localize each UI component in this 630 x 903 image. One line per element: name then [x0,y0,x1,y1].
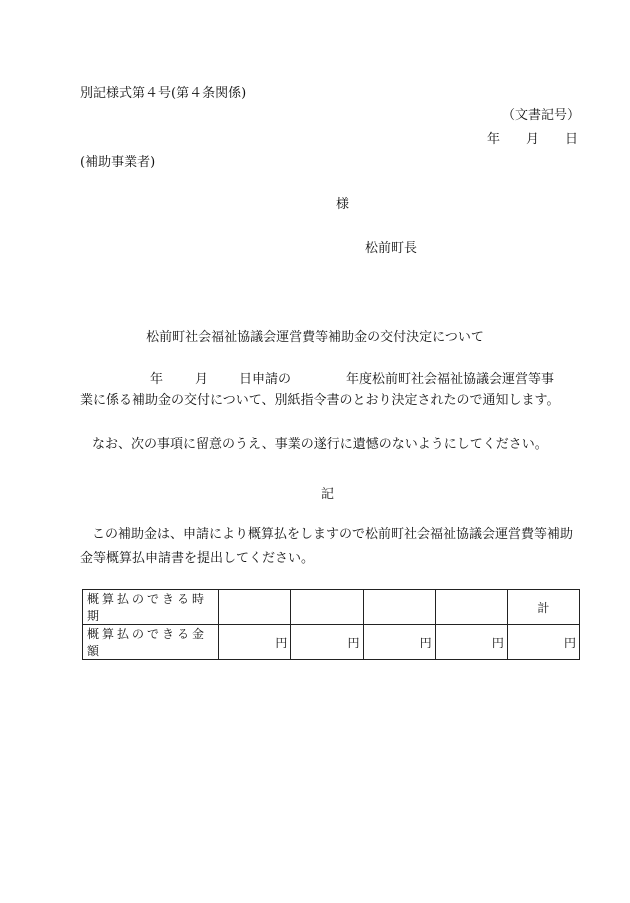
p1-year: 年 [150,372,164,387]
sender: 松前町長 [365,241,418,256]
form-number: 別記様式第４号(第４条関係) [80,86,247,101]
ki-heading: 記 [320,487,334,502]
date-month: 月 [525,132,539,147]
table-row [83,590,580,625]
yen-cell: 円 [219,625,291,660]
yen-cell: 円 [435,625,507,660]
p1-month: 月 [195,372,209,387]
total-label: 計 [507,590,579,625]
table-cell [291,590,363,625]
document-code: （文書記号） [501,108,580,123]
table-row [83,625,580,660]
p2-text: なお、次の事項に留意のうえ、事業の遂行に遺憾のないようにしてください。 [92,437,548,452]
table-cell [219,590,291,625]
date-day: 日 [564,132,578,147]
body-paragraph-3 [80,523,580,571]
p3-text: この補助金は、申請により概算払をしますので松前町社会福祉協議会運営費等補助金等概算払申請書を提出してください。 [80,527,574,566]
table-cell [363,590,435,625]
recipient: (補助事業者) [80,155,156,170]
date-line [487,128,578,147]
advance-payment-table [82,589,580,660]
p1-day-app: 日申請の [239,372,292,387]
row-header-amount: 概算払のできる金額 [83,625,219,660]
yen-cell: 円 [507,625,579,660]
body-paragraph-1 [80,369,580,411]
document-title: 松前町社会福祉協議会運営費等補助金の交付決定について [146,330,484,345]
p1-line1-rest: 年度松前町社会福祉協議会運営等事 [346,372,555,387]
table-cell [435,590,507,625]
yen-cell: 円 [291,625,363,660]
honorific: 様 [336,197,350,212]
yen-cell: 円 [363,625,435,660]
body-paragraph-2 [80,433,585,452]
row-header-period: 概算払のできる時期 [83,590,219,625]
p1-rest: 業に係る補助金の交付について、別紙指令書のとおり決定されたので通知します。 [80,393,560,408]
date-year: 年 [486,132,500,147]
